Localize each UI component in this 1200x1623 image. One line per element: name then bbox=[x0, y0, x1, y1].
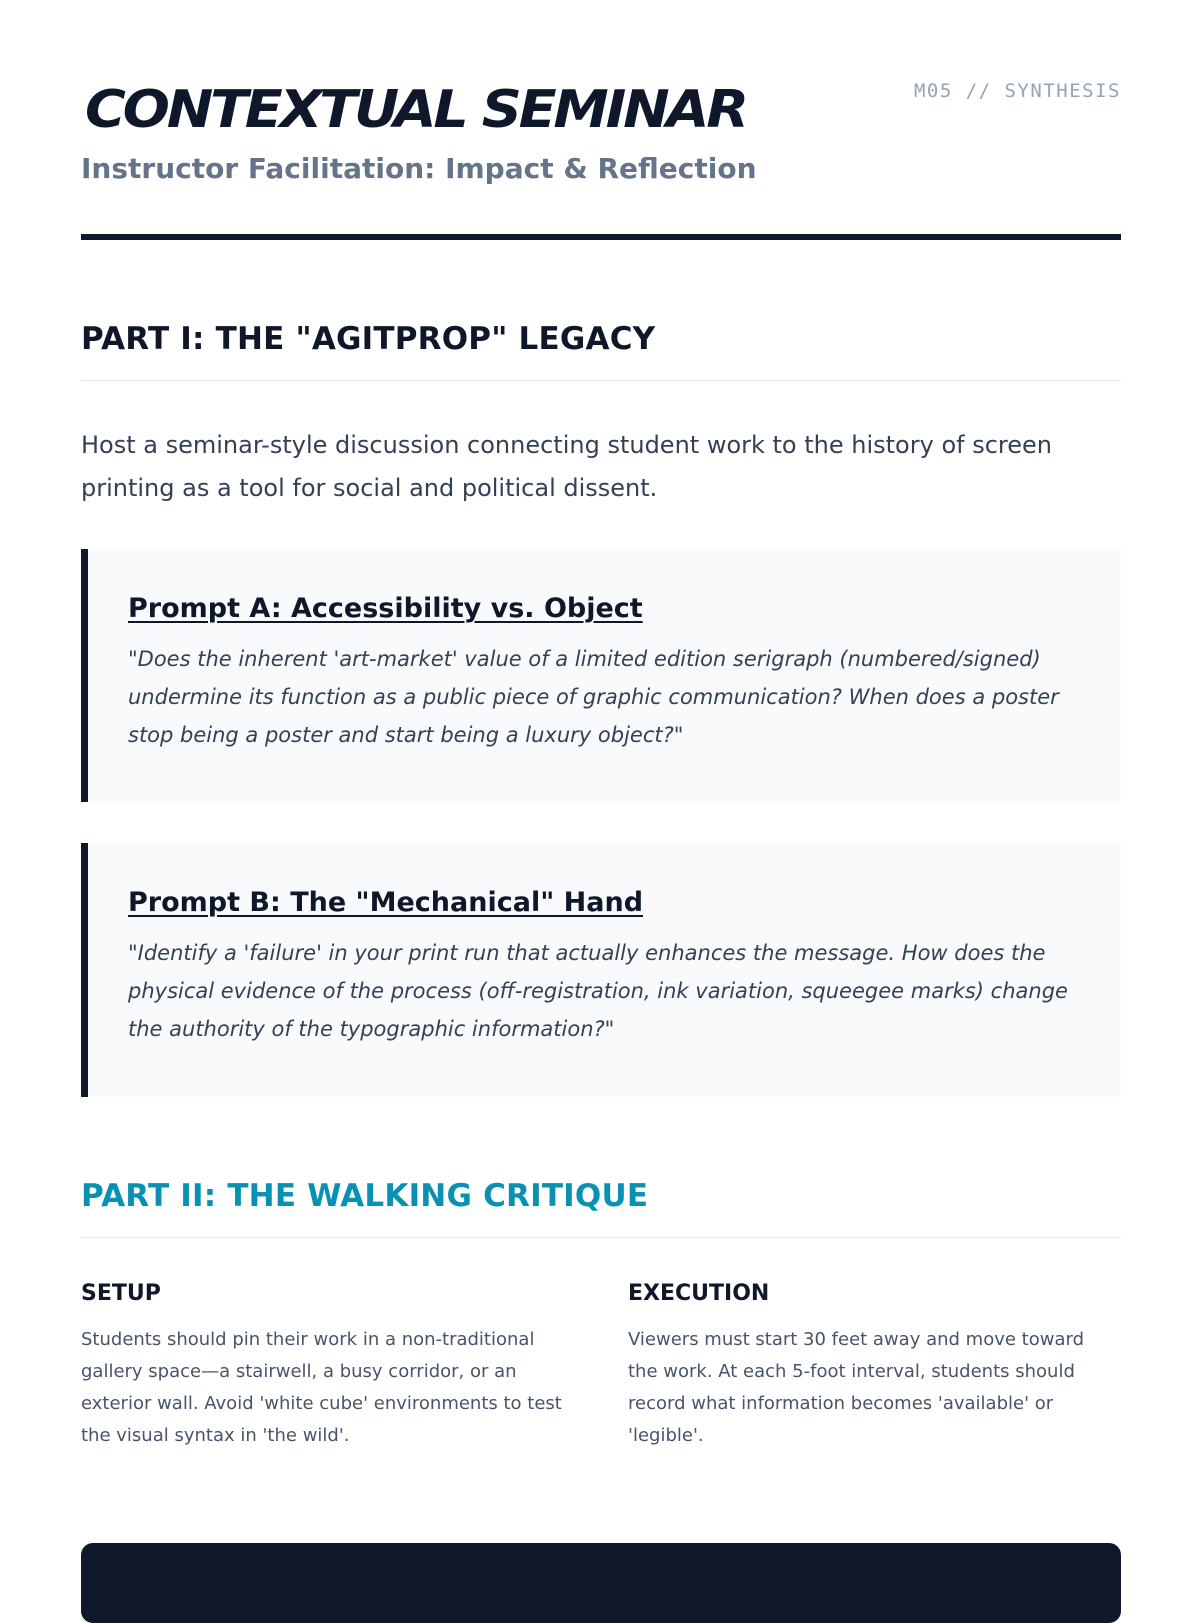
prompt-card-b bbox=[81, 843, 1121, 1097]
prompt-b-title: Prompt B: The "Mechanical" Hand bbox=[128, 887, 644, 918]
setup-column bbox=[81, 1281, 571, 1452]
part-1-intro: Host a seminar-style discussion connecting student work to the history of screen printing as a tool for social and political dissent. bbox=[81, 431, 1052, 502]
part-1-divider bbox=[81, 380, 1121, 381]
part-1-heading: PART I: THE "AGITPROP" LEGACY bbox=[81, 321, 656, 357]
execution-column bbox=[628, 1281, 1118, 1452]
setup-heading: SETUP bbox=[81, 1281, 161, 1306]
prompt-b-quote: "Identify a 'failure' in your print run that actually enhances the message. How does the physical evidence of the process (off-registration, ink variation, squeegee marks) change the authority of the typographic information?" bbox=[128, 941, 1068, 1041]
execution-heading: EXECUTION bbox=[628, 1281, 770, 1306]
part-2-divider bbox=[81, 1237, 1121, 1238]
prompt-a-title: Prompt A: Accessibility vs. Object bbox=[128, 593, 643, 624]
header-divider bbox=[81, 234, 1121, 240]
footer-panel bbox=[81, 1543, 1121, 1623]
page bbox=[81, 0, 1121, 1446]
part-2-heading: PART II: THE WALKING CRITIQUE bbox=[81, 1178, 649, 1214]
prompt-card-a bbox=[81, 549, 1121, 802]
prompt-a-quote: "Does the inherent 'art-market' value of a limited edition serigraph (numbered/signed) undermine its function as a public piece of graphic communication? When does a poster stop being a poster and start being a luxury object?" bbox=[128, 647, 1059, 747]
setup-text: Students should pin their work in a non-traditional gallery space—a stairwell, a busy corridor, or an exterior wall. Avoid 'white cube' environments to test the visual syntax in 'the wild'. bbox=[81, 1329, 562, 1446]
module-tag: M05 // SYNTHESIS bbox=[913, 80, 1121, 102]
document-header bbox=[81, 0, 1121, 242]
page-subtitle: Instructor Facilitation: Impact & Reflection bbox=[81, 152, 757, 185]
execution-text: Viewers must start 30 feet away and move toward the work. At each 5-foot interval, students should record what information becomes 'available' or 'legible'. bbox=[628, 1329, 1084, 1446]
page-title: CONTEXTUAL SEMINAR bbox=[85, 80, 746, 140]
